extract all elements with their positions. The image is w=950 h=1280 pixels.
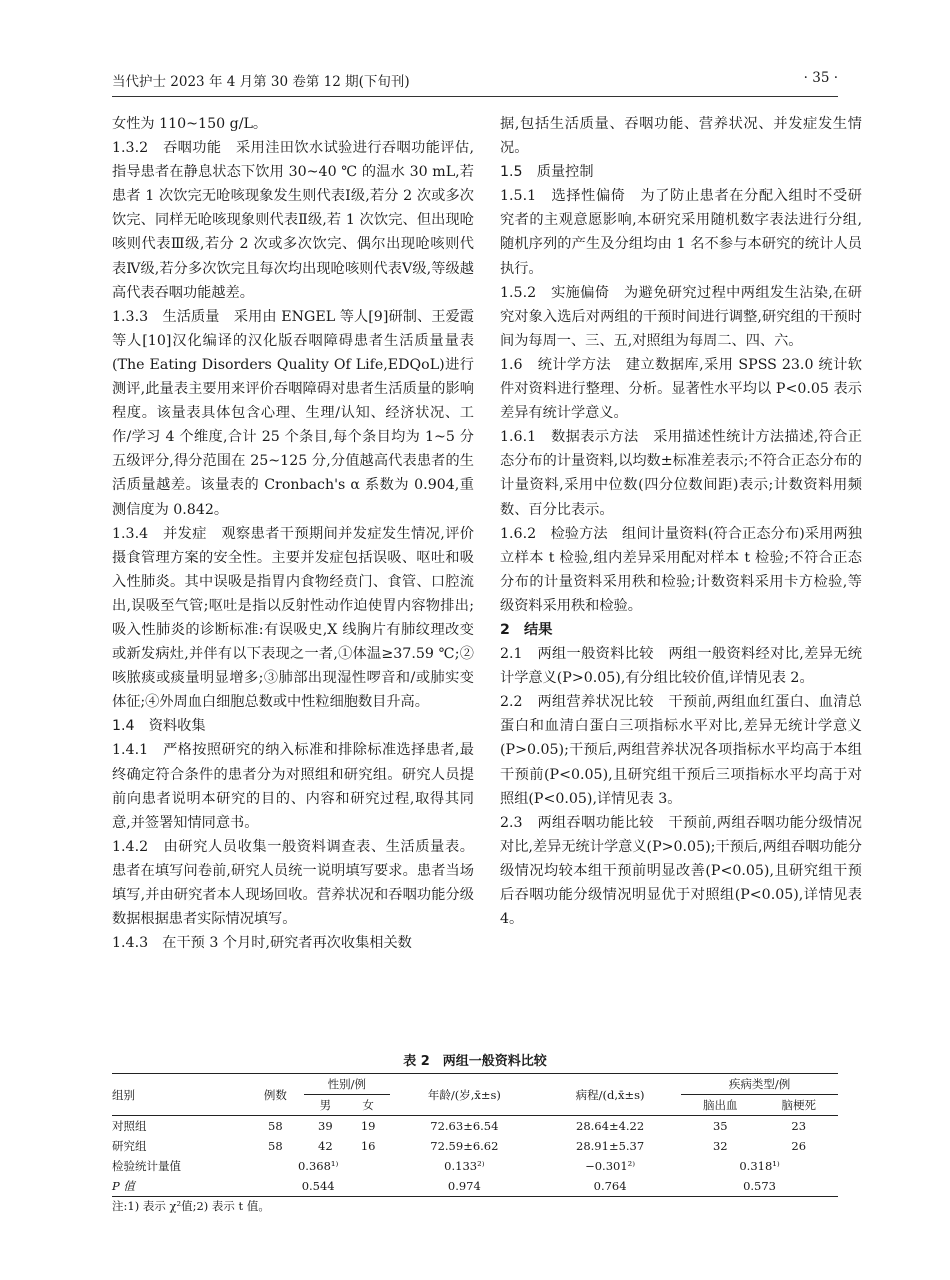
paragraph: 2.1 两组一般资料比较 两组一般资料经对比,差异无统计学意义(P>0.05),有分组比较价值,详情见表 2。 xyxy=(500,646,862,687)
col-header-male: 男 xyxy=(304,1095,347,1116)
table-row: 对照组 58 39 19 72.63±6.54 28.64±4.22 35 23 xyxy=(112,1119,807,1133)
table-note: 注:1) 表示 χ²值;2) 表示 t 值。 xyxy=(112,1199,270,1213)
section-heading: 2 结果 xyxy=(500,621,553,638)
general-data-table xyxy=(112,1073,838,1197)
paragraph: 1.5.2 实施偏倚 为避免研究过程中两组发生沾染,在研究对象入选后对两组的干预时间进行调整,研究组的干预时间为每周一、三、五,对照组为每周二、四、六。 xyxy=(500,284,862,349)
paragraph: 1.6 统计学方法 建立数据库,采用 SPSS 23.0 统计软件对资料进行整理、分析。显著性水平均以 P<0.05 表示差异有统计学意义。 xyxy=(500,356,862,422)
paragraph: 1.4.1 严格按照研究的纳入标准和排除标准选择患者,最终确定符合条件的患者分为对照组和研究组。研究人员提前向患者说明本研究的目的、内容和研究过程,取得其同意,并签署知情同意书。 xyxy=(112,742,474,831)
paragraph: 2.2 两组营养状况比较 干预前,两组血红蛋白、血清总蛋白和血清白蛋白三项指标水平对比,差异无统计学意义(P>0.05);干预后,两组营养状况各项指标水平均高于本组干预前(P<0.05),且研究组干预后三项指标水平均高于对照组(P<0.05),详情见表 3。 xyxy=(500,694,862,807)
col-header-age: 年龄/(岁,x̄±s) xyxy=(390,1074,540,1116)
table-row-p-value: P 值 0.544 0.974 0.764 0.573 xyxy=(112,1176,838,1197)
table-row: 研究组 58 42 16 72.59±6.62 28.91±5.37 32 26 xyxy=(112,1139,807,1153)
table-row-statistic: 检验统计量值 0.368¹⁾ 0.133²⁾ −0.301²⁾ 0.318¹⁾ xyxy=(112,1159,780,1173)
paragraph: 1.6.2 检验方法 组间计量资料(符合正态分布)采用两独立样本 t 检验,组内差异采用配对样本 t 检验;不符合正态分布的计量资料采用秩和检验;计数资料采用卡方检验,等级资料采用秩和检验。 xyxy=(500,525,862,614)
paragraph: 1.3.4 并发症 观察患者干预期间并发症发生情况,评价摄食管理方案的安全性。主要并发症包括误吸、呕吐和吸入性肺炎。其中误吸是指胃内食物经贲门、食管、口腔流出,误吸至气管;呕吐是指以反射性动作迫使胃内容物排出;吸入性肺炎的诊断标准:有误吸史,X 线胸片有肺纹理改变或新发病灶,并伴有以下表现之一者,①体温≥37.59 ℃;②咳脓痰或痰量明显增多;③肺部出现湿性啰音和/或肺实变体征;④外周血白细胞总数或中性粒细胞数目升高。 xyxy=(112,525,474,711)
col-header-female: 女 xyxy=(347,1095,390,1116)
section-heading: 1.5 质量控制 xyxy=(500,164,594,181)
paragraph: 1.3.2 吞咽功能 采用洼田饮水试验进行吞咽功能评估,指导患者在静息状态下饮用 30~40 ℃ 的温水 30 mL,若患者 1 次饮完无呛咳现象发生则代表Ⅰ级,若分 2 次或多次饮完、同样无呛咳现象则代表Ⅱ级,若 1 次饮完、但出现呛咳则代表Ⅲ级,若分 2 次或多次饮完、偶尔出现呛咳则代表Ⅳ级,若分多次饮完且每次均出现呛咳则代表Ⅴ级,等级越高代表吞咽功能越差。 xyxy=(112,140,474,301)
left-column xyxy=(112,112,474,955)
paragraph: 1.4.2 由研究人员收集一般资料调查表、生活质量表。患者在填写问卷前,研究人员统一说明填写要求。患者当场填写,并由研究者本人现场回收。营养状况和吞咽功能分级数据根据患者实际情况填写。 xyxy=(112,838,474,928)
section-heading: 1.4 资料收集 xyxy=(112,718,206,735)
right-column xyxy=(500,112,862,931)
col-header-course: 病程/(d,x̄±s) xyxy=(539,1074,681,1116)
col-header-type: 疾病类型/例 xyxy=(681,1074,838,1095)
col-header-group: 组别 xyxy=(112,1074,247,1116)
paragraph: 据,包括生活质量、吞咽功能、营养状况、并发症发生情况。 xyxy=(500,116,862,157)
table-title: 表 2 两组一般资料比较 xyxy=(403,1054,547,1069)
paragraph: 1.4.3 在干预 3 个月时,研究者再次收集相关数 xyxy=(112,935,412,952)
page-number: · 35 · xyxy=(803,70,838,86)
paragraph: 2.3 两组吞咽功能比较 干预前,两组吞咽功能分级情况对比,差异无统计学意义(P>0.05);干预后,两组吞咽功能分级情况均较本组干预前明显改善(P<0.05),且研究组干预后吞咽功能分级情况明显优于对照组(P<0.05),详情见表 4。 xyxy=(500,814,862,928)
col-header-infarction: 脑梗死 xyxy=(760,1095,839,1116)
col-header-hemorrhage: 脑出血 xyxy=(681,1095,759,1116)
running-header xyxy=(112,70,838,97)
col-header-cases: 例数 xyxy=(247,1074,304,1116)
paragraph: 女性为 110~150 g/L。 xyxy=(112,116,268,132)
paragraph: 1.3.3 生活质量 采用由 ENGEL 等人[9]研制、王爱霞等人[10]汉化编译的汉化版吞咽障碍患者生活质量量表(The Eating Disorders Quality Of Life,EDQoL)进行测评,此量表主要用来评价吞咽障碍对患者生活质量的影响程度。该量表具体包含心理、生理/认知、经济状况、工作/学习 4 个维度,合计 25 个条目,每个条目均为 1~5 分五级评分,得分范围在 25~125 分,分值越高代表患者的生活质量越差。该量表的 Cronbach's α 系数为 0.904,重测信度为 0.842。 xyxy=(112,308,474,518)
journal-info: 当代护士 2023 年 4 月第 30 卷第 12 期(下旬刊) xyxy=(112,74,410,90)
paragraph: 1.5.1 选择性偏倚 为了防止患者在分配入组时不受研究者的主观意愿影响,本研究采用随机数字表法进行分组,随机序列的产生及分组均由 1 名不参与本研究的统计人员执行。 xyxy=(500,188,862,277)
paragraph: 1.6.1 数据表示方法 采用描述性统计方法描述,符合正态分布的计量资料,以均数±标准差表示;不符合正态分布的计量资料,采用中位数(四分位数间距)表示;计数资料用频数、百分比表示。 xyxy=(500,429,862,518)
col-header-sex: 性别/例 xyxy=(304,1074,390,1095)
